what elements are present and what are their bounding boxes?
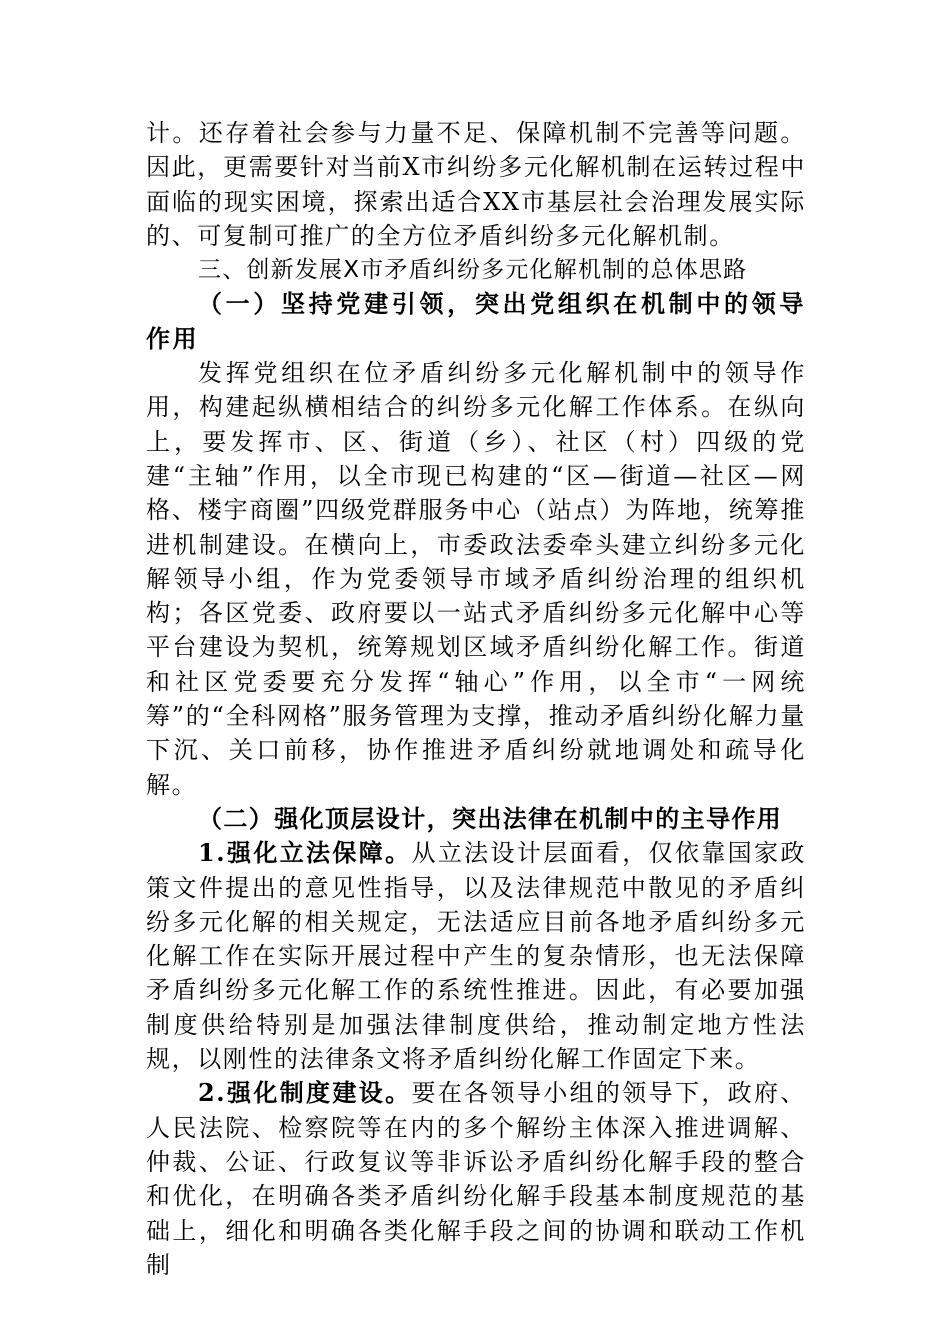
paragraph-body-institution: 要在各领导小组的领导下，政府、人民法院、检察院等在内的多个解纷主体深入推进调解、仲裁、公证、行政复议等非诉讼矛盾纠纷化解手段的整合和优化，在明确各类矛盾纠纷化解手段基本制度规范的基础上，细化和明确各类化解手段之间的协调和联动工作机制: [146, 1079, 806, 1279]
paragraph-body-legislation: 从立法设计层面看，仅依靠国家政策文件提出的意见性指导，以及法律规范中散见的矛盾纠纷多元化解的相关规定，无法适应目前各地矛盾纠纷多元化解工作在实际开展过程中产生的复杂情形，也无法保障矛盾纠纷多元化解工作的系统性推进。因此，有必要加强制度供给特别是加强法律制度供给，推动制定地方性法规，以刚性的法律条文将矛盾纠纷化解工作固定下来。: [146, 839, 806, 1074]
paragraph-intro: 计。还存着社会参与力量不足、保障机制不完善等问题。因此，更需要针对当前X市纠纷多元化解机制在运转过程中面临的现实困境，探索出适合XX市基层社会治理发展实际的、可复制可推广的全方位矛盾纠纷多元化解机制。: [146, 119, 806, 250]
paragraph-party-leadership: 发挥党组织在位矛盾纠纷多元化解机制中的领导作用，构建起纵横相结合的纠纷多元化解工作体系。在纵向上，要发挥市、区、街道（乡）、社区（村）四级的党建“主轴”作用，以全市现已构建的“区—街道—社区—网格、楼宇商圈”四级党群服务中心（站点）为阵地，统筹推进机制建设。在横向上，市委政法委牵头建立纠纷多元化解领导小组，作为党委领导市域矛盾纠纷治理的组织机构；各区党委、政府要以一站式矛盾纠纷多元化解中心等平台建设为契机，统筹规划区域矛盾纠纷化解工作。街道和社区党委要充分发挥“轴心”作用，以全市“一网统筹”的“全科网格”服务管理为支撑，推动矛盾纠纷化解力量下沉、关口前移，协作推进矛盾纠纷就地调处和疏导化解。: [146, 359, 806, 799]
paragraph-institution: [146, 1076, 806, 1282]
section-heading-three: 三、创新发展X市矛盾纠纷多元化解机制的总体思路: [198, 257, 748, 284]
document-page: [146, 116, 806, 1282]
paragraph-legislation: [146, 836, 806, 1076]
paragraph-lead-legislation: 1.强化立法保障。: [198, 838, 412, 868]
subsection-heading-one: （一）坚持党建引领，突出党组织在机制中的领导作用: [146, 289, 806, 353]
subsection-heading-two: （二）强化顶层设计，突出法律在机制中的主导作用: [198, 803, 783, 833]
paragraph-lead-institution: 2.强化制度建设。: [198, 1078, 412, 1108]
